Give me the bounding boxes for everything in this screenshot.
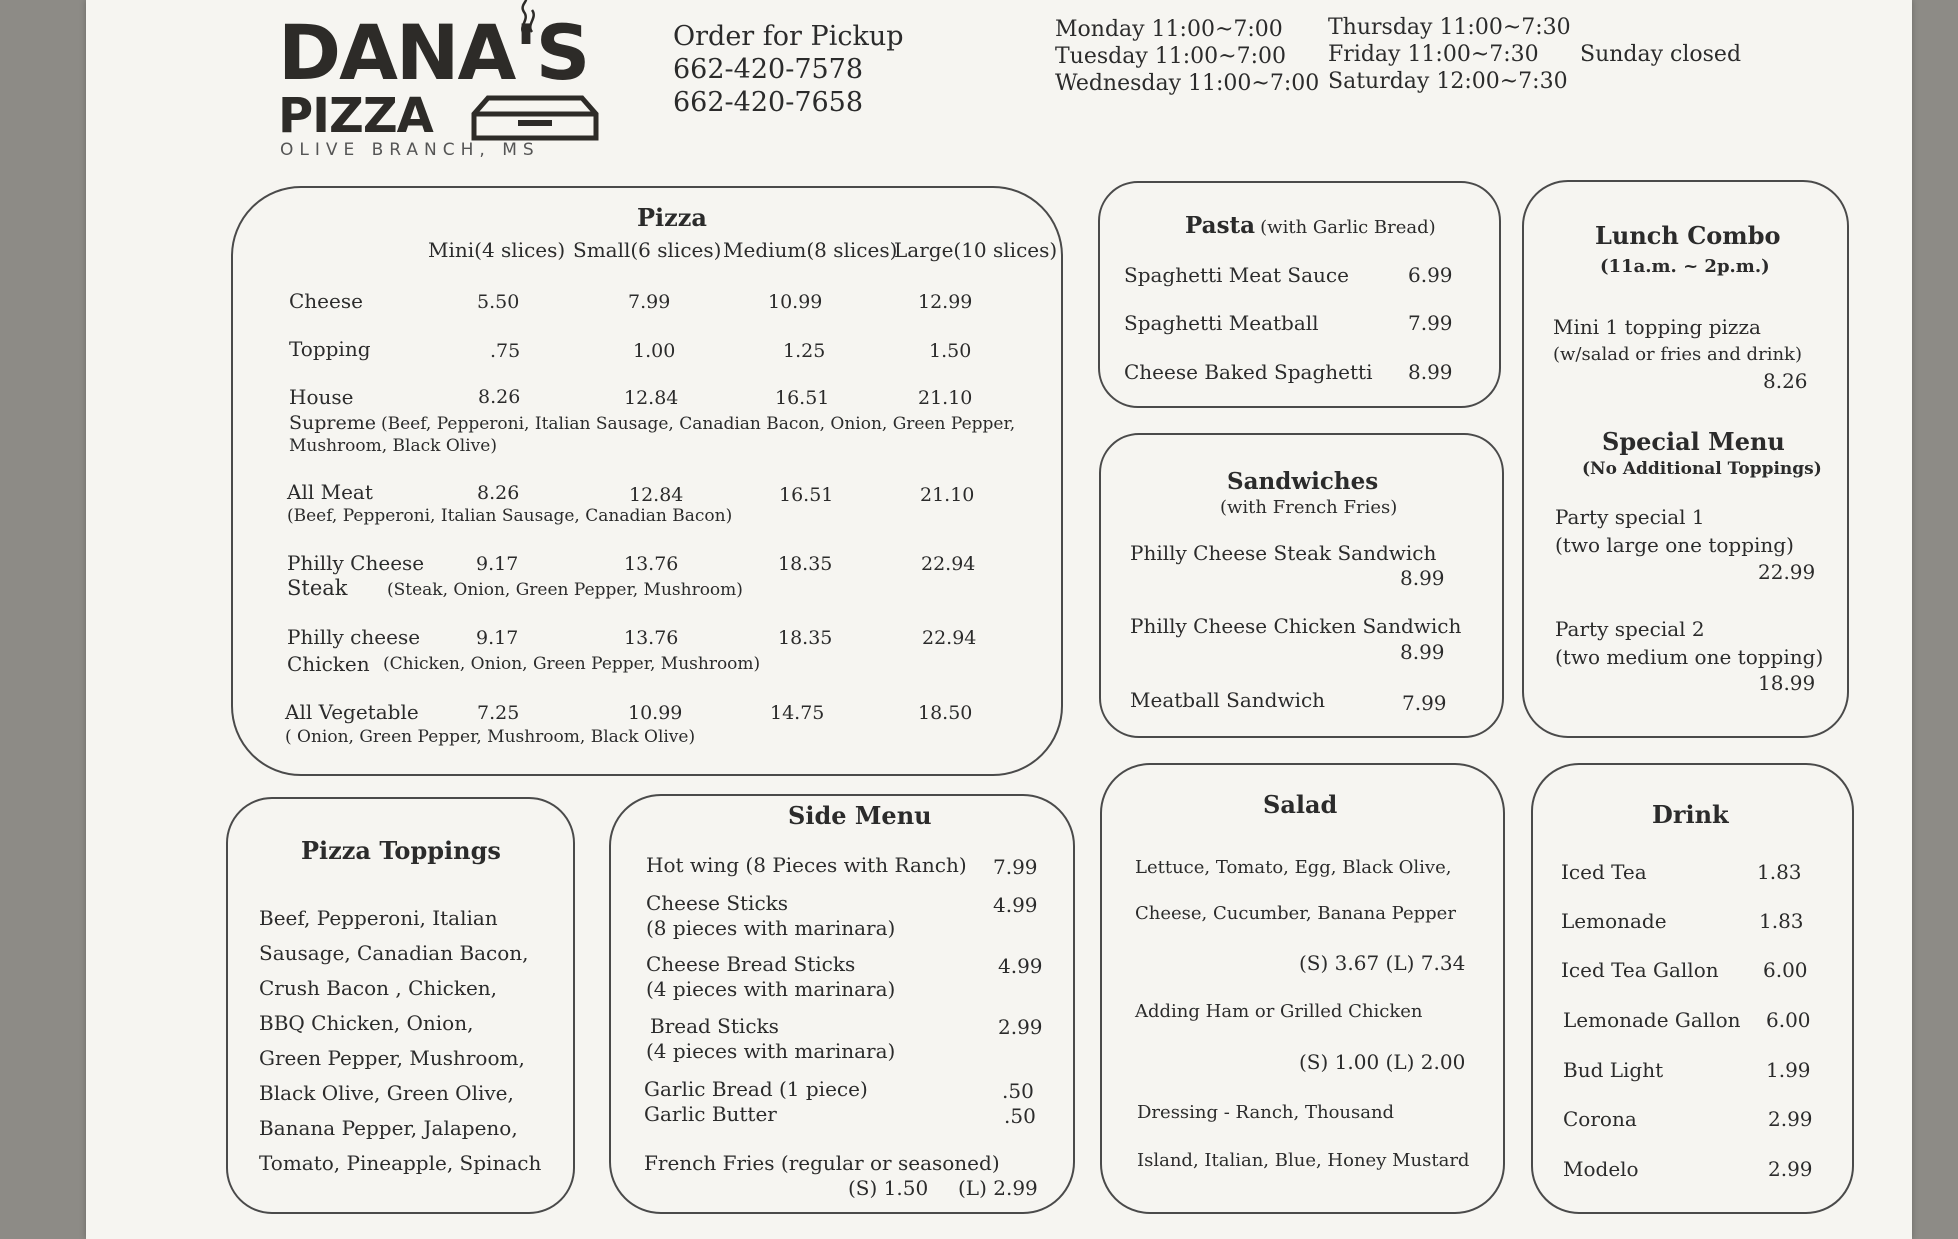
price: 12.84 — [629, 484, 684, 506]
special-title: Special Menu — [1602, 427, 1785, 456]
sandwiches-title: Sandwiches — [1227, 468, 1379, 495]
drink-price: 1.99 — [1766, 1058, 1811, 1082]
pizza-name: Topping — [289, 337, 371, 361]
price: 9.17 — [476, 553, 519, 575]
drink-price: 2.99 — [1768, 1107, 1813, 1131]
lunch-price: 8.26 — [1763, 369, 1808, 393]
salad-dressing: Dressing - Ranch, Thousand — [1137, 1102, 1395, 1123]
hours-monday: Monday 11:00~7:00 — [1055, 17, 1283, 42]
salad-price: (S) 3.67 (L) 7.34 — [1299, 951, 1466, 975]
drink-price: 6.00 — [1766, 1008, 1811, 1032]
toppings-line: Sausage, Canadian Bacon, — [259, 941, 529, 965]
hours-wednesday: Wednesday 11:00~7:00 — [1055, 71, 1320, 96]
salad-ingredients: Lettuce, Tomato, Egg, Black Olive, — [1135, 857, 1452, 878]
phone-1[interactable]: 662-420-7578 — [673, 54, 864, 85]
side-item-name: Cheese Bread Sticks — [646, 952, 856, 976]
sandwich-item-price: 7.99 — [1402, 691, 1447, 715]
drink-title: Drink — [1652, 800, 1729, 829]
pizza-col-medium: Medium(8 slices) — [723, 238, 898, 262]
side-item-price: 7.99 — [993, 855, 1038, 879]
lunch-item-desc: (w/salad or fries and drink) — [1553, 344, 1802, 365]
drink-price: 1.83 — [1757, 860, 1802, 884]
supreme-label: Supreme — [289, 412, 377, 434]
logo-line2: PIZZA — [278, 88, 433, 144]
salad-title: Salad — [1263, 790, 1338, 819]
sandwich-item-name: Philly Cheese Chicken Sandwich — [1130, 614, 1462, 638]
price: 9.17 — [476, 627, 519, 649]
side-item-price: 4.99 — [998, 954, 1043, 978]
drink-name: Iced Tea Gallon — [1561, 958, 1719, 982]
price: 16.51 — [779, 484, 834, 506]
special-price: 22.99 — [1758, 560, 1816, 584]
logo — [278, 8, 608, 163]
salad-section — [1100, 763, 1505, 1214]
price: 21.10 — [918, 387, 973, 409]
sandwich-item-name: Meatball Sandwich — [1130, 688, 1326, 712]
price: 1.00 — [633, 340, 676, 362]
price: 18.35 — [778, 627, 833, 649]
price: 18.35 — [778, 553, 833, 575]
price: 18.50 — [918, 702, 973, 724]
price: 13.76 — [624, 553, 679, 575]
drink-name: Corona — [1563, 1107, 1637, 1131]
price: 5.50 — [477, 291, 520, 313]
side-item-name: Hot wing (8 Pieces with Ranch) — [646, 853, 967, 877]
drink-name: Lemonade — [1561, 909, 1667, 933]
hours-thursday: Thursday 11:00~7:30 — [1328, 15, 1571, 40]
special-desc: (two large one topping) — [1555, 533, 1794, 557]
price: 8.26 — [477, 482, 520, 504]
sandwich-item-price: 8.99 — [1400, 640, 1445, 664]
toppings-line: Crush Bacon , Chicken, — [259, 976, 498, 1000]
hours-tuesday: Tuesday 11:00~7:00 — [1055, 44, 1287, 69]
steam-icon — [516, 0, 540, 36]
fries-label: French Fries (regular or seasoned) — [644, 1151, 1000, 1175]
salad-ingredients: Cheese, Cucumber, Banana Pepper — [1135, 903, 1456, 924]
drink-price: 6.00 — [1763, 958, 1808, 982]
pizza-box-icon — [470, 92, 600, 144]
price: 10.99 — [768, 291, 823, 313]
toppings-list — [259, 901, 541, 1181]
toppings-line: Tomato, Pineapple, Spinach — [259, 1151, 542, 1175]
special-name: Party special 1 — [1555, 505, 1705, 529]
pasta-item-name: Cheese Baked Spaghetti — [1124, 360, 1373, 384]
pasta-item-price: 6.99 — [1408, 263, 1453, 287]
pizza-col-mini: Mini(4 slices) — [428, 238, 566, 262]
pizza-name: Philly Cheese — [287, 551, 425, 575]
special-name: Party special 2 — [1555, 617, 1705, 641]
side-item-name: Bread Sticks — [650, 1014, 779, 1038]
pizza-name: All Vegetable — [285, 700, 419, 724]
price: 13.76 — [624, 627, 679, 649]
pizza-name: All Meat — [287, 480, 373, 504]
fries-small: (S) 1.50 — [848, 1176, 929, 1200]
drink-name: Modelo — [1563, 1157, 1639, 1181]
side-item-price: 4.99 — [993, 893, 1038, 917]
pizza-col-large: Large(10 slices) — [894, 238, 1058, 262]
hours-col2 — [1328, 14, 1571, 95]
pasta-item-price: 8.99 — [1408, 360, 1453, 384]
pizza-title: Pizza — [637, 203, 707, 232]
pizza-name: Cheese — [289, 289, 363, 313]
salad-dressing: Island, Italian, Blue, Honey Mustard — [1137, 1150, 1470, 1171]
salad-adding: Adding Ham or Grilled Chicken — [1135, 1001, 1423, 1022]
side-item-price: .50 — [1004, 1104, 1036, 1128]
salad-adding-price: (S) 1.00 (L) 2.00 — [1299, 1050, 1466, 1074]
price: 14.75 — [770, 702, 825, 724]
special-subtitle: (No Additional Toppings) — [1582, 459, 1822, 479]
pasta-header — [1185, 212, 1436, 239]
price: 1.25 — [783, 340, 826, 362]
pizza-name: Philly cheese — [287, 625, 421, 649]
sandwiches-subtitle: (with French Fries) — [1220, 497, 1398, 518]
pasta-item-name: Spaghetti Meat Sauce — [1124, 263, 1349, 287]
special-desc: (two medium one topping) — [1555, 645, 1824, 669]
toppings-line: Banana Pepper, Jalapeno, — [259, 1116, 518, 1140]
hours-friday: Friday 11:00~7:30 — [1328, 42, 1539, 67]
side-item-desc: (8 pieces with marinara) — [646, 916, 896, 940]
side-item-name: Garlic Bread (1 piece) — [644, 1077, 868, 1101]
special-price: 18.99 — [1758, 671, 1816, 695]
drink-section — [1531, 763, 1854, 1214]
pizza-name-line2: Steak — [287, 576, 348, 600]
hours-col1 — [1055, 16, 1319, 97]
pizza-name: House — [289, 385, 354, 409]
price: 16.51 — [775, 387, 830, 409]
price: .75 — [490, 340, 521, 362]
toppings-title: Pizza Toppings — [301, 836, 501, 865]
price: 1.50 — [929, 340, 972, 362]
pizza-col-small: Small(6 slices) — [573, 238, 722, 262]
side-item-desc: (4 pieces with marinara) — [646, 1039, 896, 1063]
sandwich-item-name: Philly Cheese Steak Sandwich — [1130, 541, 1437, 565]
supreme-desc: Mushroom, Black Olive) — [289, 436, 497, 456]
price: 7.25 — [477, 702, 520, 724]
pizza-name-line2: Chicken — [287, 652, 370, 676]
phone-2[interactable]: 662-420-7658 — [673, 87, 864, 118]
price: 21.10 — [920, 484, 975, 506]
lunch-title: Lunch Combo — [1595, 221, 1781, 250]
toppings-line: Green Pepper, Mushroom, — [259, 1046, 525, 1070]
price: 7.99 — [628, 291, 671, 313]
toppings-line: Beef, Pepperoni, Italian — [259, 906, 498, 930]
toppings-line: Black Olive, Green Olive, — [259, 1081, 514, 1105]
lunch-hours: (11a.m. ~ 2p.m.) — [1600, 256, 1770, 277]
pickup-info — [673, 20, 904, 119]
price: 12.99 — [918, 291, 973, 313]
logo-subtitle: OLIVE BRANCH, MS — [280, 140, 540, 160]
price: 10.99 — [628, 702, 683, 724]
supreme-desc: (Beef, Pepperoni, Italian Sausage, Canadian Bacon, Onion, Green Pepper, — [381, 414, 1016, 434]
drink-name: Lemonade Gallon — [1563, 1008, 1741, 1032]
price: 8.26 — [478, 386, 521, 408]
pasta-title: Pasta — [1185, 212, 1256, 239]
pasta-subtitle: (with Garlic Bread) — [1260, 217, 1436, 238]
logo-line1: DANA'S — [278, 8, 589, 97]
side-item-price: .50 — [1002, 1079, 1034, 1103]
pizza-desc: (Chicken, Onion, Green Pepper, Mushroom) — [383, 654, 761, 674]
fries-large: (L) 2.99 — [958, 1176, 1038, 1200]
side-item-desc: (4 pieces with marinara) — [646, 977, 896, 1001]
order-label: Order for Pickup — [673, 21, 904, 52]
pizza-desc: ( Onion, Green Pepper, Mushroom, Black Olive) — [285, 727, 696, 747]
pasta-item-name: Spaghetti Meatball — [1124, 311, 1319, 335]
drink-price: 1.83 — [1759, 909, 1804, 933]
price: 12.84 — [624, 387, 679, 409]
pizza-desc: (Beef, Pepperoni, Italian Sausage, Canadian Bacon) — [287, 506, 733, 526]
side-item-name: Garlic Butter — [644, 1102, 777, 1126]
drink-name: Iced Tea — [1561, 860, 1647, 884]
side-title: Side Menu — [788, 801, 932, 830]
pasta-item-price: 7.99 — [1408, 311, 1453, 335]
drink-price: 2.99 — [1768, 1157, 1813, 1181]
pizza-desc: (Steak, Onion, Green Pepper, Mushroom) — [387, 580, 743, 600]
sandwich-item-price: 8.99 — [1400, 566, 1445, 590]
side-item-name: Cheese Sticks — [646, 891, 789, 915]
toppings-line: BBQ Chicken, Onion, — [259, 1011, 474, 1035]
drink-name: Bud Light — [1563, 1058, 1664, 1082]
hours-sunday: Sunday closed — [1580, 42, 1742, 67]
lunch-item: Mini 1 topping pizza — [1553, 315, 1761, 339]
price: 22.94 — [922, 627, 977, 649]
hours-saturday: Saturday 12:00~7:30 — [1328, 69, 1568, 94]
price: 22.94 — [921, 553, 976, 575]
side-item-price: 2.99 — [998, 1015, 1043, 1039]
